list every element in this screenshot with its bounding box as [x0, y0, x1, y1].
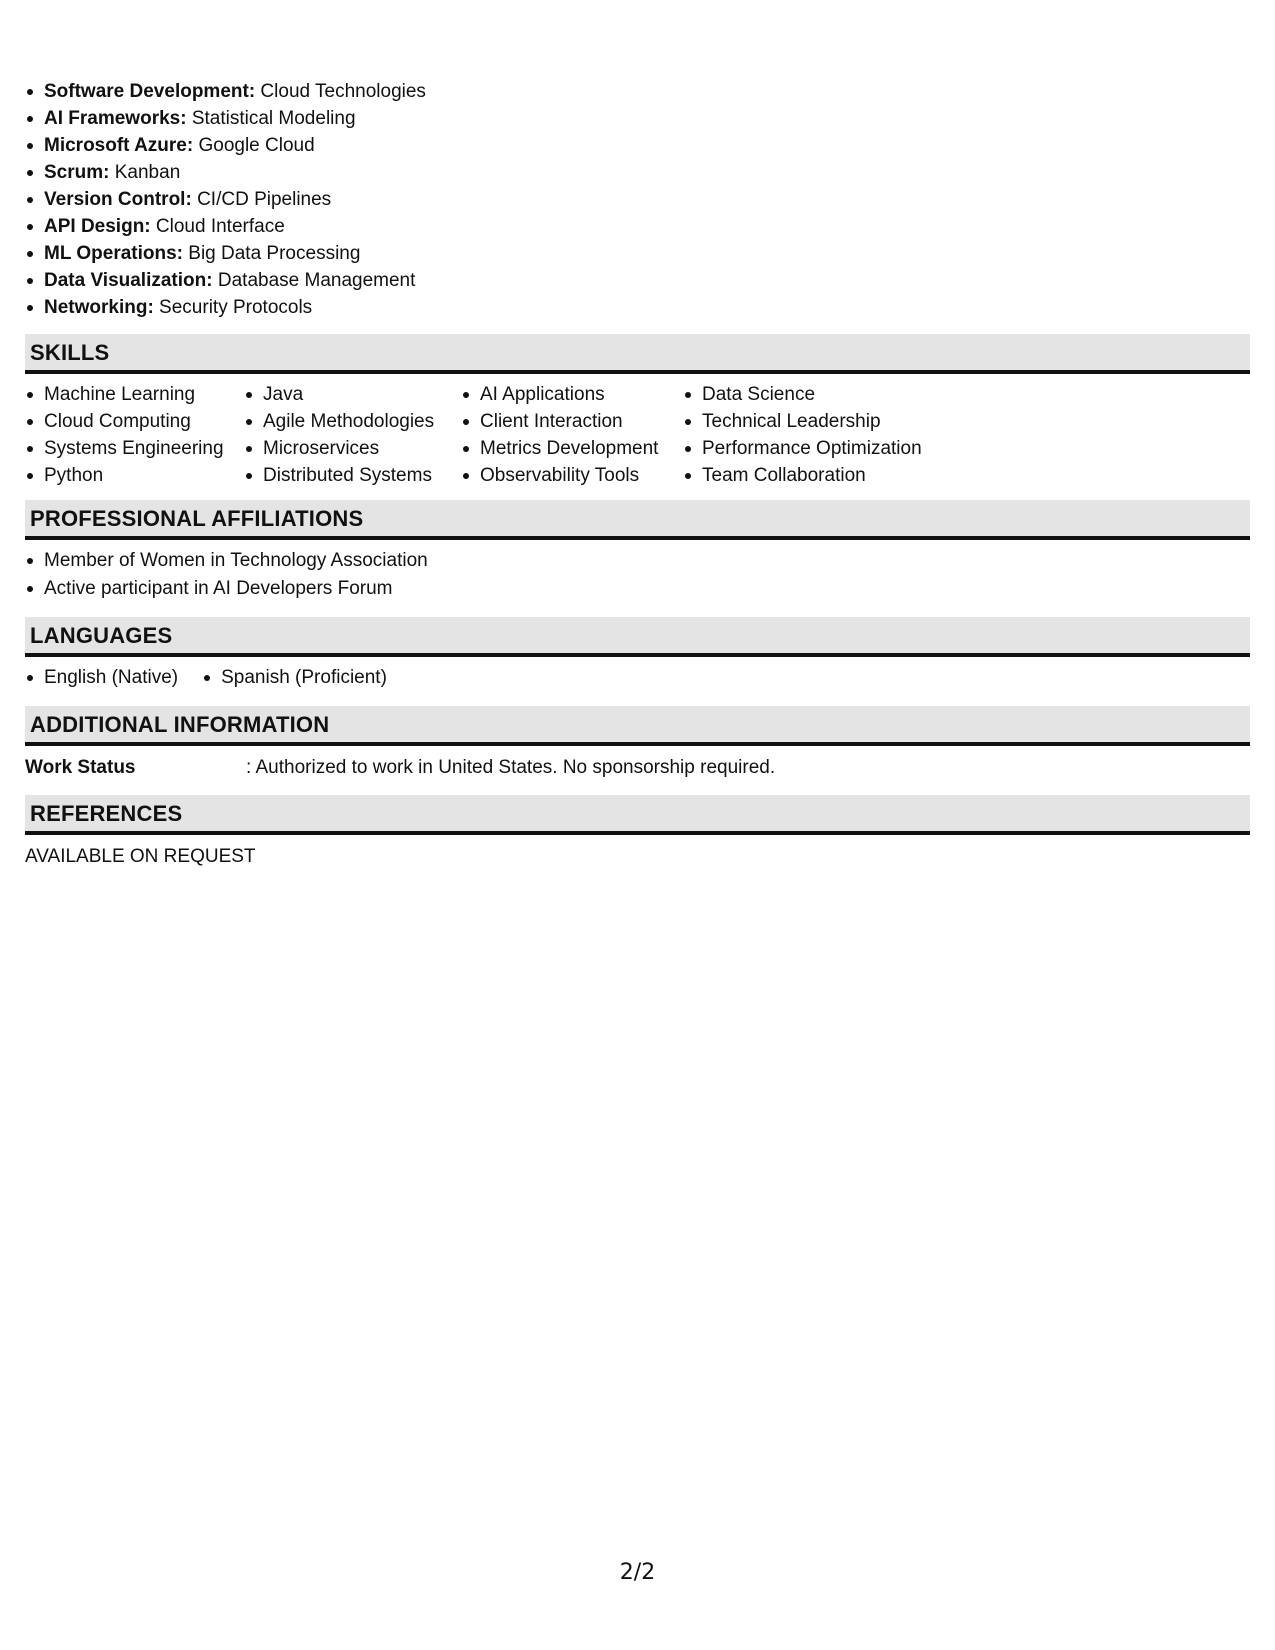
list-item: [25, 267, 1250, 294]
item-value: CI/CD Pipelines: [191, 189, 332, 210]
languages-list: [25, 664, 1250, 692]
list-item: Distributed Systems: [244, 462, 461, 489]
list-item: Active participant in AI Developers Forum: [25, 575, 1250, 603]
list-item: Agile Methodologies: [244, 408, 461, 435]
list-item: Cloud Computing: [25, 408, 244, 435]
item-label: Scrum:: [44, 162, 110, 183]
skills-column: [244, 381, 461, 489]
list-item: Machine Learning: [25, 381, 244, 408]
item-value: Cloud Technologies: [255, 81, 426, 102]
list-item: Observability Tools: [461, 462, 683, 489]
item-value: Cloud Interface: [150, 216, 285, 237]
list-item: Spanish (Proficient): [202, 664, 387, 692]
list-item: AI Applications: [461, 381, 683, 408]
additional-info-section-header: [25, 706, 1250, 746]
list-item: Technical Leadership: [683, 408, 983, 435]
item-label: Networking:: [44, 297, 154, 318]
list-item: Microservices: [244, 435, 461, 462]
list-item: Data Science: [683, 381, 983, 408]
languages-section-header: [25, 617, 1250, 657]
page-number: 2/2: [619, 1560, 656, 1585]
list-item: Member of Women in Technology Association: [25, 547, 1250, 575]
item-value: Big Data Processing: [183, 243, 361, 264]
skills-column: [25, 381, 244, 489]
section-title: LANGUAGES: [30, 623, 173, 648]
item-value: Kanban: [109, 162, 181, 183]
item-value: Security Protocols: [153, 297, 313, 318]
list-item: Client Interaction: [461, 408, 683, 435]
item-value: Google Cloud: [193, 135, 315, 156]
work-status-label: Work Status: [25, 757, 136, 778]
references-text: AVAILABLE ON REQUEST: [25, 846, 256, 867]
list-item: Java: [244, 381, 461, 408]
list-item: [25, 294, 1250, 321]
list-item: Team Collaboration: [683, 462, 983, 489]
section-title: REFERENCES: [30, 801, 183, 826]
list-item: Python: [25, 462, 244, 489]
list-item: [25, 159, 1250, 186]
skills-column: [461, 381, 683, 489]
section-title: ADDITIONAL INFORMATION: [30, 712, 330, 737]
item-label: Microsoft Azure:: [44, 135, 194, 156]
work-status-row: [25, 754, 1250, 781]
list-item: [25, 132, 1250, 159]
list-item: [25, 78, 1250, 105]
list-item: [25, 186, 1250, 213]
affiliations-list: [25, 547, 1250, 603]
item-label: Data Visualization:: [44, 270, 213, 291]
references-section-header: [25, 795, 1250, 835]
list-item: Systems Engineering: [25, 435, 244, 462]
item-value: Database Management: [212, 270, 416, 291]
list-item: Performance Optimization: [683, 435, 983, 462]
affiliations-section-header: [25, 500, 1250, 540]
resume-page: [25, 78, 1250, 870]
list-item: [25, 105, 1250, 132]
skills-grid: [25, 381, 1250, 489]
item-label: Version Control:: [44, 189, 192, 210]
item-label: ML Operations:: [44, 243, 183, 264]
work-status-value: : Authorized to work in United States. No sponsorship required.: [246, 757, 776, 778]
item-label: Software Development:: [44, 81, 256, 102]
list-item: Metrics Development: [461, 435, 683, 462]
core-competencies-list: [25, 78, 1250, 321]
list-item: [25, 213, 1250, 240]
item-label: API Design:: [44, 216, 151, 237]
item-value: Statistical Modeling: [186, 108, 356, 129]
list-item: English (Native): [25, 664, 178, 692]
section-title: SKILLS: [30, 340, 110, 365]
section-title: PROFESSIONAL AFFILIATIONS: [30, 506, 364, 531]
item-label: AI Frameworks:: [44, 108, 187, 129]
list-item: [25, 240, 1250, 267]
skills-section-header: [25, 334, 1250, 374]
skills-column: [683, 381, 983, 489]
